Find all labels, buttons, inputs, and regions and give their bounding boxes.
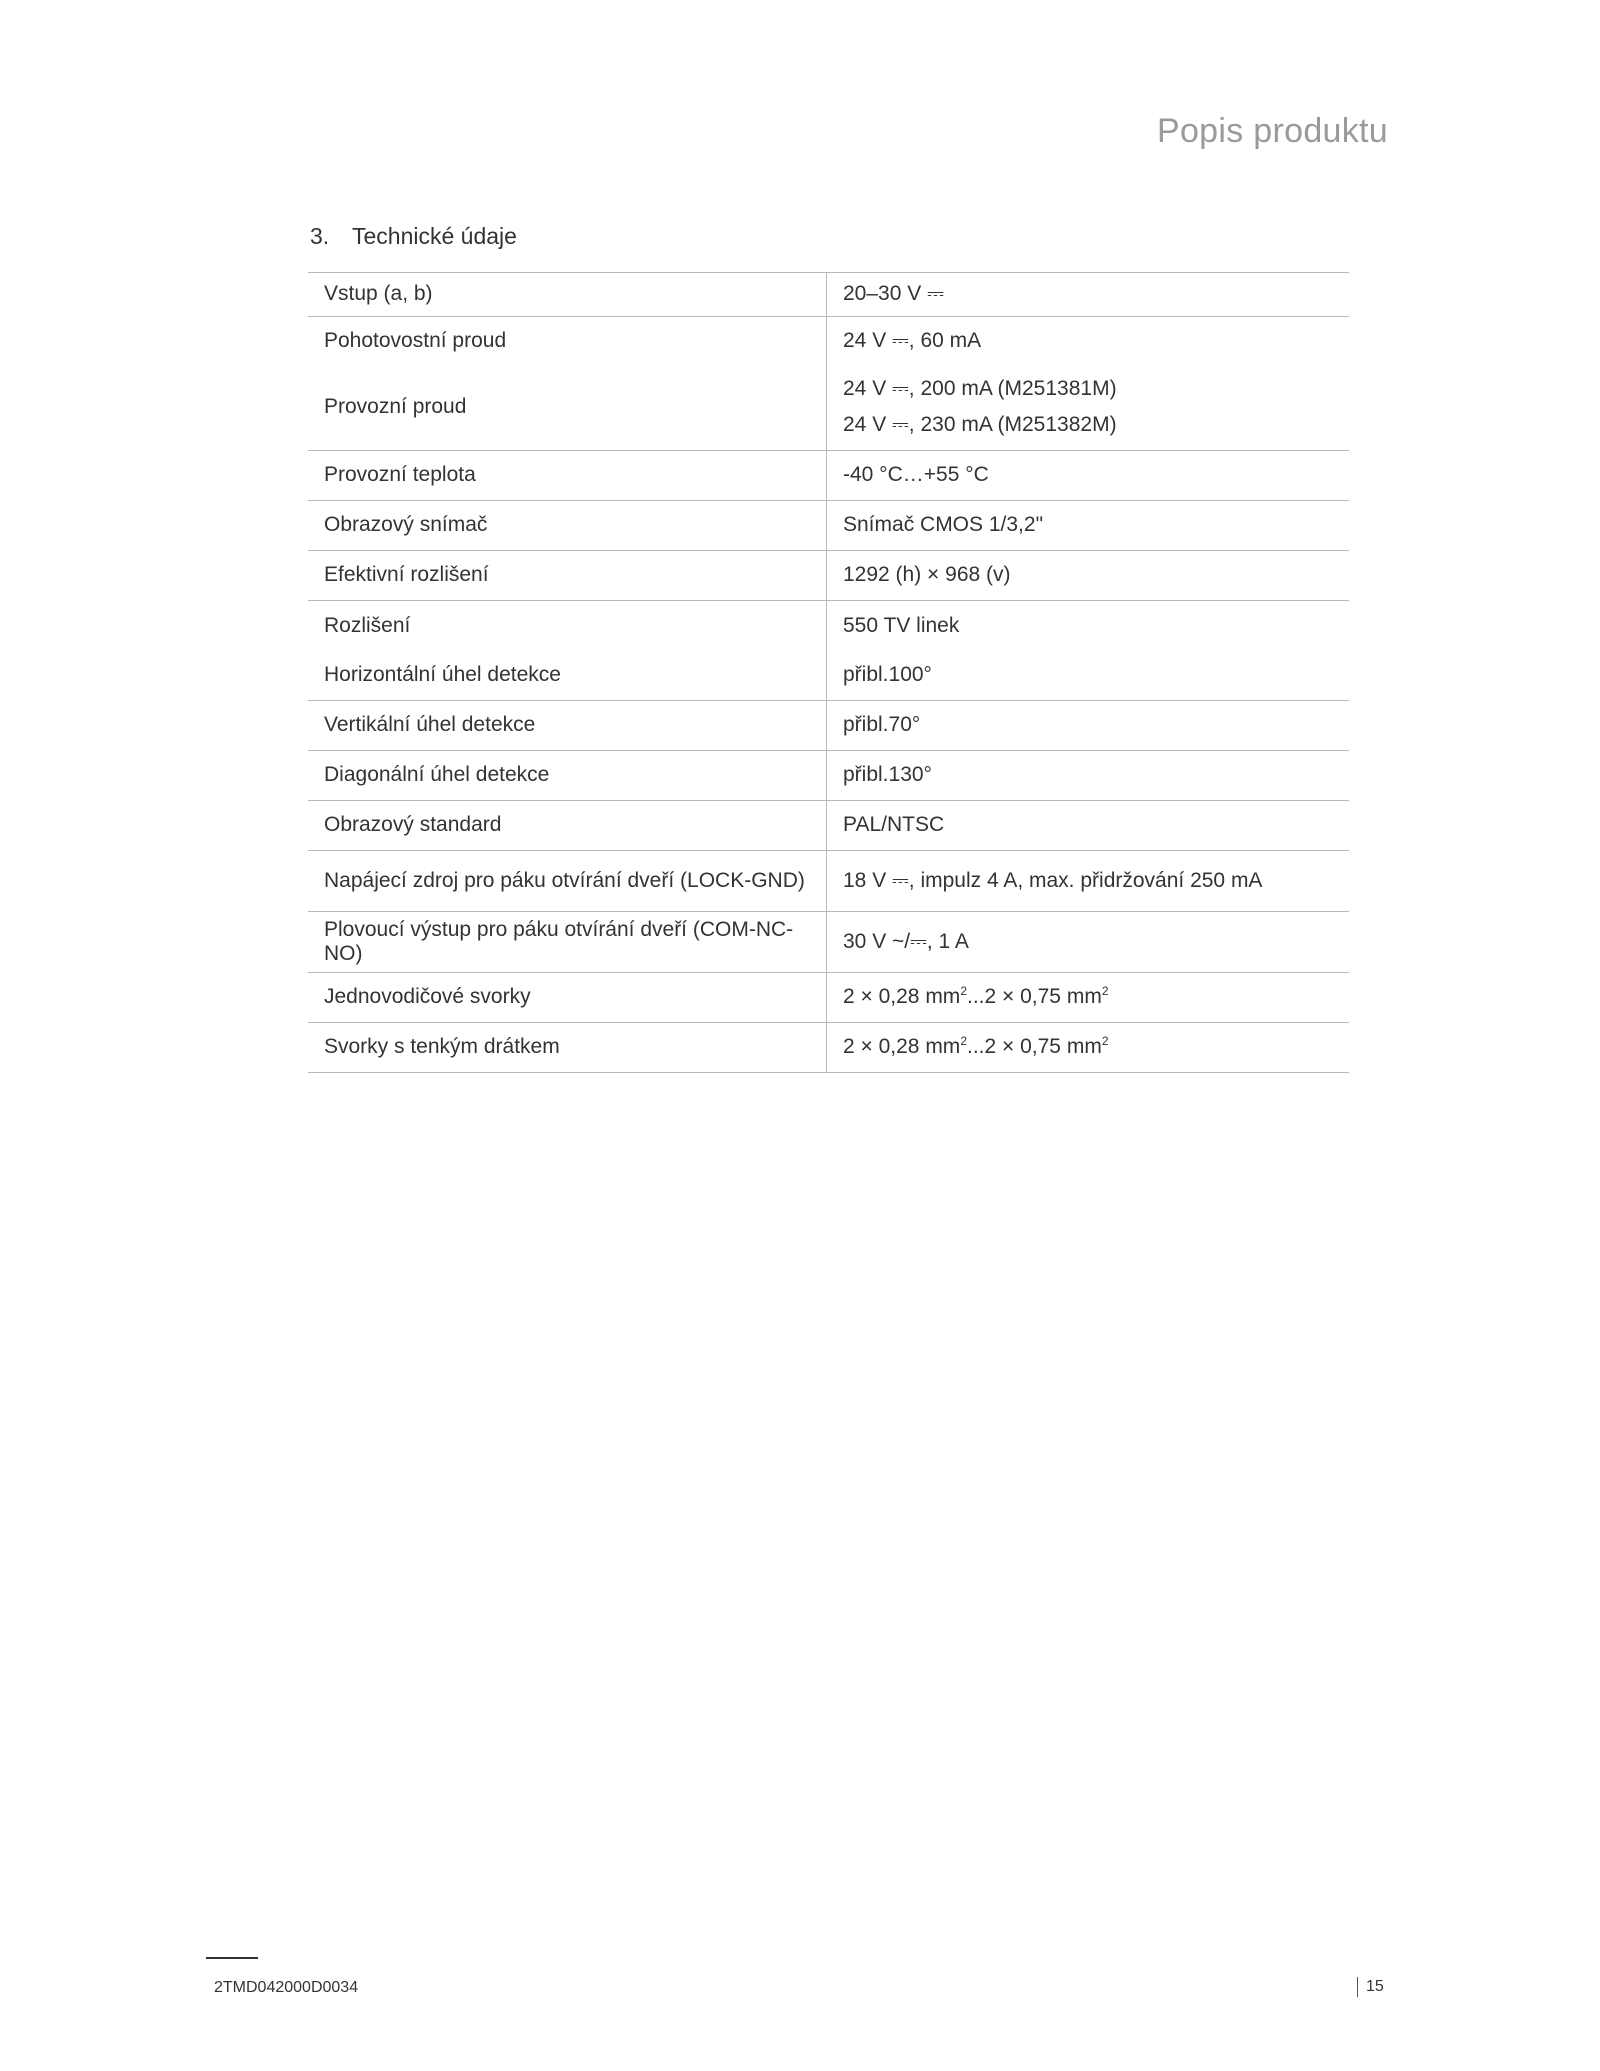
row-value: 1292 (h) × 968 (v): [843, 563, 1011, 587]
row-label: Obrazový standard: [308, 801, 827, 851]
row-label: Vstup (a, b): [308, 273, 827, 317]
footer-rule: [206, 1957, 258, 1959]
row-label: Vertikální úhel detekce: [308, 701, 827, 751]
table-row: [308, 551, 1349, 601]
table-row: [308, 912, 1349, 973]
superscript: 2: [1101, 984, 1109, 999]
row-label: Rozlišení: [308, 601, 827, 651]
row-value-line: 24 V ⎓, 200 mA (M251381M): [843, 377, 1117, 401]
row-label: Pohotovostní proud: [308, 317, 827, 365]
page-header-title: Popis produktu: [1156, 112, 1388, 150]
row-value: PAL/NTSC: [843, 813, 945, 837]
table-row: [308, 601, 1349, 651]
document-id: 2TMD042000D0034: [214, 1979, 359, 1996]
superscript: 2: [960, 1034, 967, 1049]
table-row: [308, 751, 1349, 801]
row-label: Obrazový snímač: [308, 501, 827, 551]
row-value-line: 24 V ⎓, 230 mA (M251382M): [843, 413, 1117, 437]
row-value: [827, 365, 1350, 451]
row-value: přibl.130°: [843, 763, 932, 787]
superscript: 2: [960, 984, 967, 999]
section-title: Technické údaje: [352, 223, 517, 249]
page-number: 15: [1357, 1977, 1384, 1997]
table-row: [308, 851, 1349, 912]
row-label: Plovoucí výstup pro páku otvírání dveří (COM-NC-NO): [308, 912, 827, 973]
section-heading: [310, 223, 517, 250]
table-row: [308, 701, 1349, 751]
table-row: [308, 1023, 1349, 1073]
table-row: [308, 651, 1349, 701]
table-row: [308, 317, 1349, 365]
table-row: [308, 273, 1349, 317]
table-row: [308, 501, 1349, 551]
row-label: Efektivní rozlišení: [308, 551, 827, 601]
value-part: ...2 × 0,75 mm: [967, 1035, 1102, 1059]
table-row: [308, 801, 1349, 851]
row-label: Provozní teplota: [308, 451, 827, 501]
row-value: 30 V ~/⎓, 1 A: [843, 929, 969, 953]
row-label: Svorky s tenkým drátkem: [308, 1023, 827, 1073]
technical-data-table: [308, 272, 1349, 1073]
table-row: [308, 365, 1349, 451]
row-value: -40 °C…+55 °C: [843, 463, 989, 487]
row-value: 24 V ⎓, 60 mA: [843, 328, 982, 352]
table-row: [308, 973, 1349, 1023]
row-label: Horizontální úhel detekce: [308, 651, 827, 701]
value-part: 2 × 0,28 mm: [843, 1035, 961, 1059]
row-label: Jednovodičové svorky: [308, 973, 827, 1023]
row-value: přibl.70°: [843, 713, 921, 737]
row-value: 20–30 V ⎓: [843, 282, 944, 306]
table-row: [308, 451, 1349, 501]
row-label: Diagonální úhel detekce: [308, 751, 827, 801]
row-label: Provozní proud: [308, 365, 827, 451]
row-value: Snímač CMOS 1/3,2": [843, 513, 1044, 537]
value-part: 2 × 0,28 mm: [843, 985, 961, 1009]
row-value: 550 TV linek: [843, 613, 960, 637]
row-label: Napájecí zdroj pro páku otvírání dveří (LOCK-GND): [308, 851, 827, 912]
superscript: 2: [1101, 1034, 1109, 1049]
row-value: [827, 1023, 1350, 1073]
value-part: ...2 × 0,75 mm: [967, 985, 1102, 1009]
section-number: 3.: [310, 223, 330, 249]
row-value: přibl.100°: [843, 663, 932, 687]
row-value: [827, 973, 1350, 1023]
row-value: 18 V ⎓, impulz 4 A, max. přidržování 250 mA: [843, 868, 1263, 892]
